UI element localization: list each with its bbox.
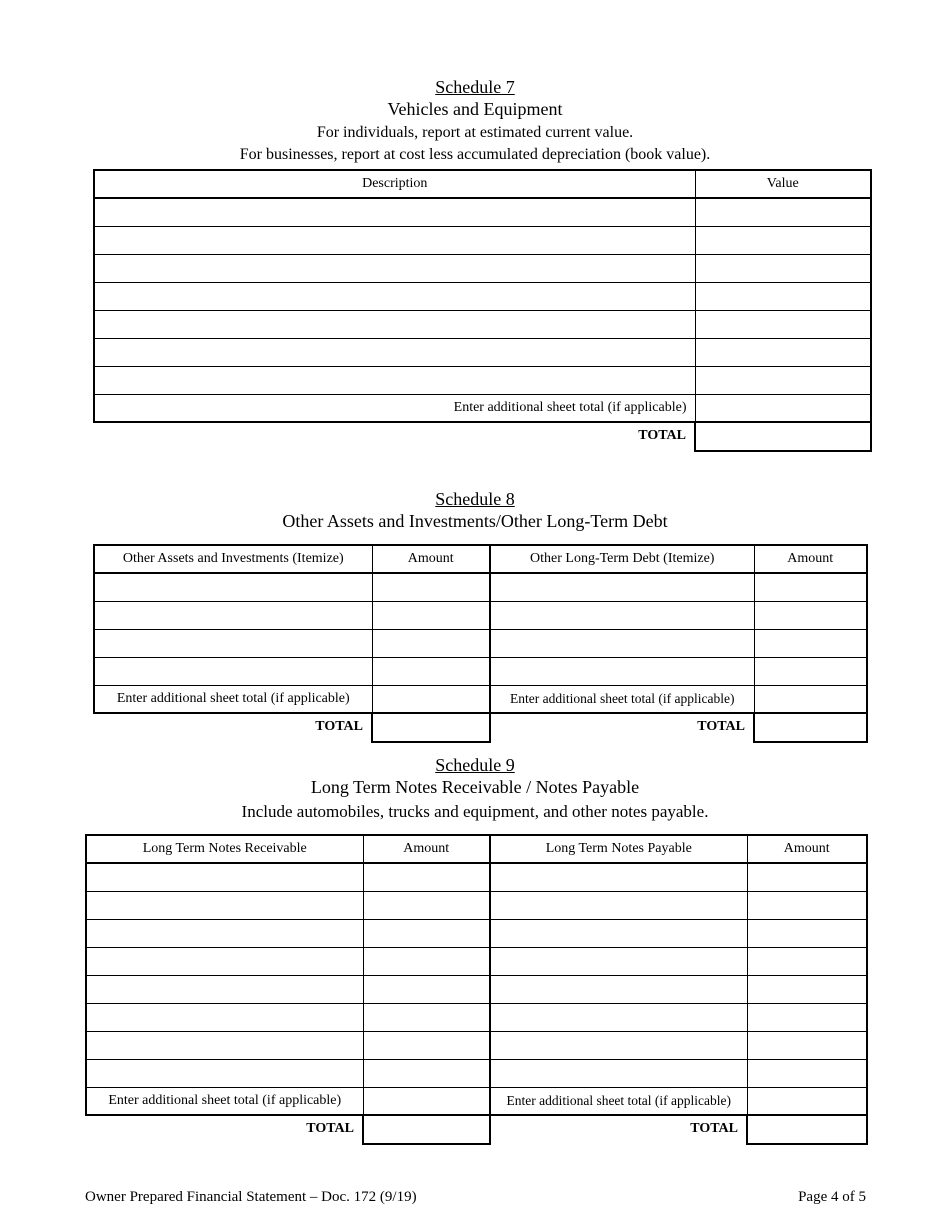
payable-amount-cell[interactable] [747, 975, 867, 1003]
value-header: Value [695, 170, 871, 198]
payable-item-cell[interactable] [490, 891, 747, 919]
schedule-8-heading: Schedule 8 [435, 489, 515, 509]
payable-amount-cell[interactable] [747, 947, 867, 975]
debt-amount-cell[interactable] [754, 657, 867, 685]
asset-amount-cell[interactable] [372, 629, 490, 657]
schedule-9-title: Long Term Notes Receivable / Notes Payable [310, 777, 640, 797]
schedule-9-table [85, 834, 868, 1145]
notes-receivable-header: Long Term Notes Receivable [86, 835, 363, 863]
additional-sheet-label-right: Enter additional sheet total (if applicable) [490, 685, 754, 713]
footer-doc-title: Owner Prepared Financial Statement – Doc. 172 (9/19) [85, 1189, 417, 1205]
payable-amount-cell[interactable] [747, 891, 867, 919]
payable-amount-cell[interactable] [747, 1003, 867, 1031]
description-cell[interactable] [94, 366, 695, 394]
debt-amount-cell[interactable] [754, 629, 867, 657]
schedule-8-title: Other Assets and Investments/Other Long-Term Debt [282, 511, 668, 531]
payable-item-cell[interactable] [490, 863, 747, 891]
schedule-7-table [93, 169, 872, 452]
additional-sheet-amount-right[interactable] [754, 685, 867, 713]
schedule-7-note-businesses: For businesses, report at cost less accumulated depreciation (book value). [239, 146, 711, 163]
asset-item-cell[interactable] [94, 629, 372, 657]
description-cell[interactable] [94, 338, 695, 366]
amount-header: Amount [754, 545, 867, 573]
payable-amount-cell[interactable] [747, 1031, 867, 1059]
additional-sheet-label-left: Enter additional sheet total (if applicable) [86, 1087, 363, 1115]
other-assets-header: Other Assets and Investments (Itemize) [94, 545, 372, 573]
total-value-left[interactable] [363, 1115, 490, 1144]
asset-item-cell[interactable] [94, 601, 372, 629]
receivable-item-cell[interactable] [86, 1059, 363, 1087]
schedule-7-note-individuals: For individuals, report at estimated current value. [316, 124, 634, 141]
payable-item-cell[interactable] [490, 1003, 747, 1031]
amount-header: Amount [372, 545, 490, 573]
schedule-9-note: Include automobiles, trucks and equipment, and other notes payable. [241, 802, 709, 821]
receivable-item-cell[interactable] [86, 863, 363, 891]
asset-item-cell[interactable] [94, 657, 372, 685]
receivable-item-cell[interactable] [86, 1031, 363, 1059]
additional-sheet-label-left: Enter additional sheet total (if applicable) [94, 685, 372, 713]
receivable-amount-cell[interactable] [363, 1059, 490, 1087]
amount-header: Amount [747, 835, 867, 863]
receivable-item-cell[interactable] [86, 1003, 363, 1031]
total-label-left: TOTAL [306, 1121, 354, 1136]
debt-amount-cell[interactable] [754, 573, 867, 601]
additional-sheet-label-right: Enter additional sheet total (if applicable) [490, 1087, 747, 1115]
additional-sheet-amount-left[interactable] [372, 685, 490, 713]
schedule-7-heading: Schedule 7 [435, 77, 515, 97]
total-label: TOTAL [638, 428, 686, 443]
receivable-amount-cell[interactable] [363, 975, 490, 1003]
receivable-item-cell[interactable] [86, 947, 363, 975]
receivable-amount-cell[interactable] [363, 919, 490, 947]
description-header: Description [94, 170, 695, 198]
receivable-amount-cell[interactable] [363, 863, 490, 891]
debt-amount-cell[interactable] [754, 601, 867, 629]
asset-item-cell[interactable] [94, 573, 372, 601]
additional-sheet-amount-right[interactable] [747, 1087, 867, 1115]
description-cell[interactable] [94, 226, 695, 254]
additional-sheet-label: Enter additional sheet total (if applicable) [94, 394, 695, 422]
debt-item-cell[interactable] [490, 657, 754, 685]
receivable-amount-cell[interactable] [363, 891, 490, 919]
notes-payable-header: Long Term Notes Payable [490, 835, 747, 863]
receivable-item-cell[interactable] [86, 919, 363, 947]
receivable-amount-cell[interactable] [363, 1003, 490, 1031]
additional-sheet-amount-left[interactable] [363, 1087, 490, 1115]
schedule-8-table [93, 544, 868, 743]
value-cell[interactable] [695, 254, 871, 282]
footer-page-number: Page 4 of 5 [798, 1189, 866, 1205]
total-label-left: TOTAL [315, 719, 363, 734]
payable-amount-cell[interactable] [747, 919, 867, 947]
receivable-amount-cell[interactable] [363, 1031, 490, 1059]
asset-amount-cell[interactable] [372, 601, 490, 629]
value-cell[interactable] [695, 338, 871, 366]
total-value-right[interactable] [747, 1115, 867, 1144]
payable-item-cell[interactable] [490, 1031, 747, 1059]
asset-amount-cell[interactable] [372, 657, 490, 685]
additional-sheet-value[interactable] [695, 394, 871, 422]
payable-item-cell[interactable] [490, 947, 747, 975]
description-cell[interactable] [94, 254, 695, 282]
total-value-right[interactable] [754, 713, 867, 742]
value-cell[interactable] [695, 310, 871, 338]
receivable-amount-cell[interactable] [363, 947, 490, 975]
amount-header: Amount [363, 835, 490, 863]
payable-amount-cell[interactable] [747, 1059, 867, 1087]
debt-item-cell[interactable] [490, 573, 754, 601]
receivable-item-cell[interactable] [86, 975, 363, 1003]
total-value[interactable] [695, 422, 871, 451]
asset-amount-cell[interactable] [372, 573, 490, 601]
payable-item-cell[interactable] [490, 919, 747, 947]
schedule-7-title: Vehicles and Equipment [387, 99, 563, 119]
description-cell[interactable] [94, 198, 695, 226]
receivable-item-cell[interactable] [86, 891, 363, 919]
value-cell[interactable] [695, 282, 871, 310]
value-cell[interactable] [695, 226, 871, 254]
value-cell[interactable] [695, 198, 871, 226]
debt-item-cell[interactable] [490, 601, 754, 629]
schedule-9-heading: Schedule 9 [435, 755, 515, 775]
payable-amount-cell[interactable] [747, 863, 867, 891]
description-cell[interactable] [94, 310, 695, 338]
payable-item-cell[interactable] [490, 1059, 747, 1087]
total-label-right: TOTAL [690, 1121, 738, 1136]
total-value-left[interactable] [372, 713, 490, 742]
total-label-right: TOTAL [697, 719, 745, 734]
description-cell[interactable] [94, 282, 695, 310]
debt-item-cell[interactable] [490, 629, 754, 657]
payable-item-cell[interactable] [490, 975, 747, 1003]
other-debt-header: Other Long-Term Debt (Itemize) [490, 545, 754, 573]
value-cell[interactable] [695, 366, 871, 394]
